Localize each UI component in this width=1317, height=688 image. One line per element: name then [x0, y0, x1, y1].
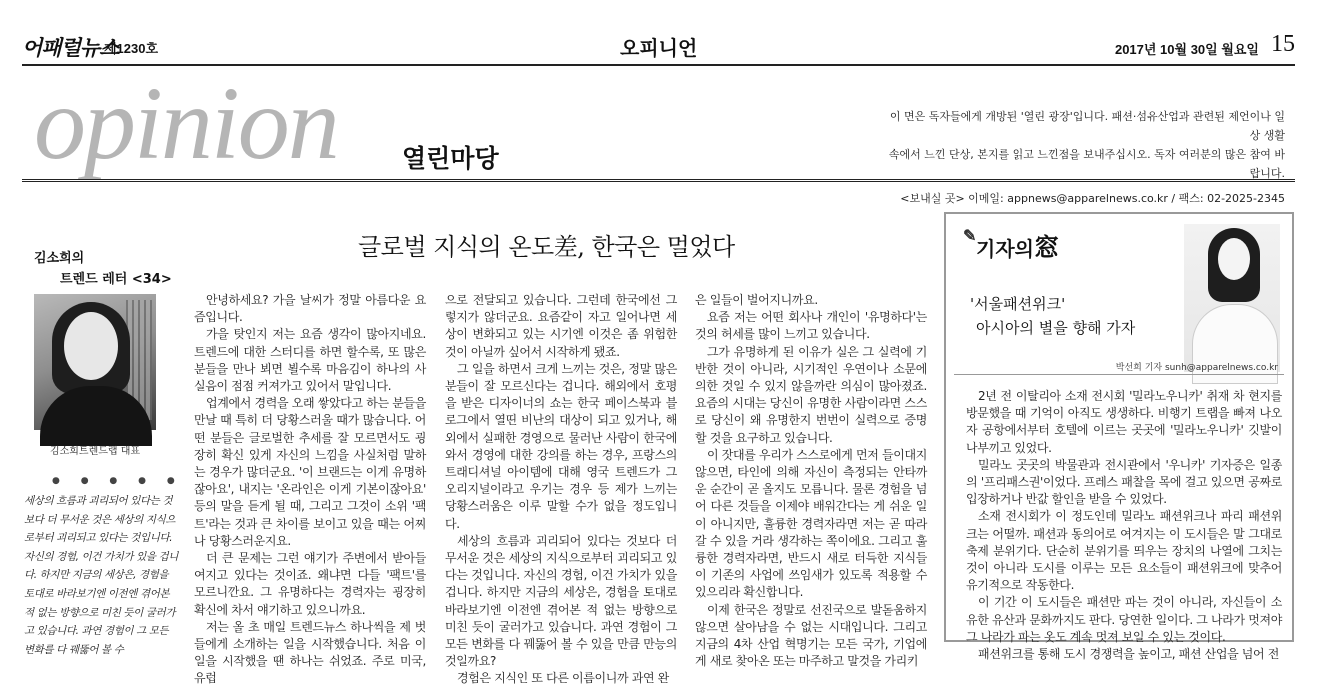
article-column-2 [445, 292, 677, 688]
pull-quote: 세상의 흐름과 괴리되어 있다는 것보다 더 무서운 것은 세상의 지식으로부터 괴리되고 있다는 것입니다. 자신의 경험, 이건 가치가 있을 겁니다. 하지만 지금의 세상은, 경험을 토대로 바라보기엔 이전엔 겪어본 적 없는 방향으로 미친 듯이 굴러가고 있습니다. 과연 경험이 그 모든 변화를 다 꿰뚫어 볼 수 [24, 495, 179, 656]
paragraph: 요즘 저는 어떤 회사나 개인이 '유명하다'는 것의 허세를 많이 느끼고 있습니다. [695, 310, 927, 342]
paragraph: 패션위크를 통해 도시 경쟁력을 높이고, 패션 산업을 넘어 전 [978, 647, 1279, 662]
paragraph: 이 기간 이 도시들은 패션만 파는 것이 아니라, 자신들이 소유한 유산과 문화까지도 판다. 당연한 일이다. 그 나라가 멋져야 그 나라가 파는 옷도 계속 멋져 보일 수 있는 것이다. [966, 595, 1282, 644]
paragraph: 이 잣대를 우리가 스스로에게 먼저 들이대지 않으면, 타인에 의해 자신이 측정되는 안타까운 순간이 곧 올지도 모릅니다. 물론 경험을 넘어 다른 것들을 이제야 배워간다는 게 쉬운 일이 아니지만, 훌륭한 경력자라면 저는 곧 따라갈 수 있을 거라 생각하는 쪽이에요. 그리고 훌륭한 경력자라면, 반드시 새로 터득한 지식들이 기존의 사업에 쓰임새가 있도록 적용할 수 있으리라 확신합니다. [695, 447, 927, 600]
reporter-headline-line: '서울패션위크' [970, 295, 1066, 313]
reporter-byline: 박선희 기자 sunh@apparelnews.co.kr [1115, 363, 1278, 373]
reporter-column-box [944, 212, 1294, 662]
newspaper-logo: 어패럴뉴스 [22, 37, 119, 60]
submission-notice [885, 107, 1285, 208]
paragraph: 2년 전 이탈리아 소재 전시회 '밀라노우니카' 취재 차 현지를 방문했을 때 기억이 아직도 생생하다. 비행기 트랩을 빠져 나오자 공항에서부터 호텔에 이르는 곳곳에 '밀라노우니카' 깃발이 나부끼고 있었다. [966, 389, 1282, 455]
reporter-headline [970, 292, 1135, 340]
series-number: 트렌드 레터 <34> [60, 272, 172, 287]
reporter-photo [1184, 224, 1280, 372]
page-number: 15 [1271, 31, 1295, 57]
paragraph: 가을 탓인지 저는 요즘 생각이 많아지네요. 트렌드에 대한 스터디를 하면 할수록, 또 많은 분들을 만나 뵈면 뵐수록 마음김이 하나의 사실음이 점점 커져가고 있어서 말입니다. [194, 327, 426, 394]
paragraph: 이제 한국은 정말로 선진국으로 발돋움하지 않으면 살아남을 수 없는 시대입니다. 그리고 지금의 4차 산업 혁명기는 모든 국가, 기업에 게 새로 찾아온 또는 마주하고 말것을 가리키 [695, 602, 927, 669]
paragraph: 더 큰 문제는 그런 얘기가 주변에서 받아들여지고 있다는 것이죠. 왜냐면 다들 '팩트'를 모르니깐요. 그 유명하다는 경력자는 굉장히 확신에 차서 얘기하고 있으니까요. [194, 551, 426, 617]
opinion-logo: opinion [34, 66, 338, 181]
paragraph: 업계에서 경력을 오래 쌓았다고 하는 분들을 만날 때 특히 더 당황스러울 때가 많습니다. 어떤 분들은 글로벌한 추세를 잘 모르면서도 굉장히 확신 있게 자신의 느낌을 사실처럼 말하는 경우가 많더군요. '이 브랜드는 이게 유명하잖아요', 내지는 '온라인은 이게 기본이잖아요' 등의 말을 듣게 될 때, 그리고 그것이 소위 '팩트'라는 것과 큰 차이를 보이고 있을 때는 어찌나 당황스러운지요. [194, 396, 426, 548]
masthead-rule [22, 179, 1295, 184]
paragraph: 저는 올 초 매일 트렌드뉴스 하나씩을 제 벗들에게 소개하는 일을 시작했습니다. 처음 이 일을 시작했을 땐 하나는 쉬었죠. 주로 미국, 유럽 [194, 619, 426, 686]
article-column-1 [194, 292, 426, 688]
paragraph: 그가 유명하게 된 이유가 실은 그 실력에 기반한 것이 아니라, 시기적인 우연이나 소문에 의한 것일 수 있지 않을까란 의심이 많아졌죠. 요즘의 시대는 당신이 유명한 사람이라면 스스로 당신이 왜 유명한지 번번이 실력으로 증명할 것을 요구하고 있습니다. [695, 344, 927, 445]
paragraph: 으로 전달되고 있습니다. 그런데 한국에선 그렇지가 않더군요. 요즘같이 자고 일어나면 세상이 변화되고 있는 시기엔 이것은 좀 위험한 것이 아닐까 싶어서 시작하게 됐죠. [445, 293, 677, 359]
notice-line: 속에서 느낀 단상, 본지를 읽고 느낀점을 보내주십시오. 독자 여러분의 많은 참여 바랍니다. [888, 148, 1285, 180]
paragraph: 세상의 흐름과 괴리되어 있다는 것보다 더 무서운 것은 세상의 지식으로부터 괴리되고 있다는 것입니다. 자신의 경험, 이건 가치가 있을 겁니다. 하지만 지금의 세상은, 경험을 토대로 바라보기엔 이전엔 겪어본 적 없는 방향으로 미친 듯이 굴러가고 있습니다. 과연 경험이 그 모든 변화를 다 꿰뚫어 볼 수 있을 만큼 만능의 것일까요? [445, 533, 677, 669]
reporter-column-title [962, 228, 1059, 264]
paragraph: 은 일들이 벌어지니까요. [695, 293, 818, 307]
reporter-body [966, 388, 1282, 663]
article-column-3 [695, 292, 927, 670]
pen-icon: ✎ [963, 226, 977, 245]
page-header [22, 30, 1295, 64]
photo-caption: 김소희트렌드랩 대표 [49, 446, 141, 457]
paragraph: 그 일을 하면서 크게 느끼는 것은, 정말 많은 분들이 잘 모르신다는 겁니다. 해외에서 호평을 받은 디자이너의 쇼는 한국 페이스북과 블로그에서 열띤 비난의 대상이 되고 있거나, 해외에서 실패한 경영으로 물러난 사람이 한국에 와서 경영에 대한 강의를 하는 경우, 프랑스의 트래디셔널 아이템에 대해 영국 트렌드가 그 오리지널이라고 우기는 경우 등 제가 느끼는 당황스러움은 이루 말할 수가 없을 정도입니다. [445, 361, 677, 531]
section-title: 오피니언 [620, 36, 698, 60]
contact-info: <보내실 곳> 이메일: appnews@apparelnews.co.kr / 팩스: 02-2025-2345 [900, 192, 1285, 205]
reporter-title-text: 기자의 [976, 237, 1034, 261]
divider-dots: ● ● ● ● ● [52, 476, 184, 486]
paragraph: 안녕하세요? 가을 날씨가 정말 아름다운 요즘입니다. [194, 293, 426, 325]
series-author: 김소희의 [34, 251, 85, 266]
author-photo [34, 294, 156, 430]
window-glyph: 窓 [1033, 233, 1059, 262]
forum-title: 열린마당 [402, 144, 499, 173]
issue-number: 제1230호 [104, 41, 159, 56]
reporter-headline-line: 아시아의 별을 향해 가자 [976, 319, 1136, 337]
notice-line: 이 면은 독자들에게 개방된 '열린 광장'입니다. 패션·섬유산업과 관련된 제언이나 일상 생활 [889, 110, 1285, 142]
article-headline: 글로벌 지식의 온도差, 한국은 멀었다 [358, 233, 735, 261]
paragraph: 경험은 지식인 또 다른 이름이니까 과연 완 [457, 671, 669, 686]
series-label [34, 248, 172, 290]
box-divider [954, 374, 1284, 375]
issue-date: 2017년 10월 30일 월요일 [1114, 42, 1259, 57]
paragraph: 밀라노 곳곳의 박물관과 전시관에서 '우니카' 기자증은 일종의 '프리패스권'이었다. 프레스 패찰을 목에 걸고 있으면 공짜로 입장하거나 반값 할인을 받을 수 있었다. [966, 457, 1282, 507]
paragraph: 소재 전시회가 이 정도인데 밀라노 패션위크나 파리 패션위크는 어떨까. 패션과 동의어로 여겨지는 이 도시들은 말 그대로 축제 분위기다. 단순히 분위기를 띄우는 장치의 나열에 그치는 것이 아니라 도시를 이루는 모든 요소들이 패션위크에 맞추어 유기적으로 작동한다. [966, 509, 1282, 593]
